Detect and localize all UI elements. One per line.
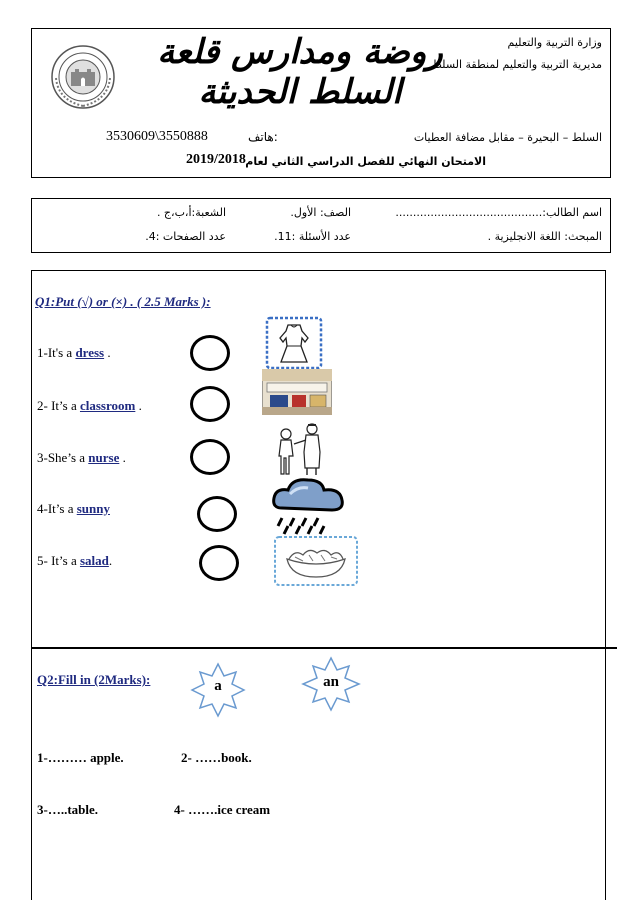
section-divider xyxy=(31,647,617,649)
q1-keyword: nurse xyxy=(88,450,120,465)
q2-item-4: 4- …….ice cream xyxy=(174,802,271,817)
answer-circle-2[interactable] xyxy=(190,386,230,422)
q1-item-prefix: 1-It's a xyxy=(37,345,76,360)
q1-keyword: dress xyxy=(75,345,105,360)
pages-count: عدد الصفحات :4. xyxy=(145,230,226,243)
nurse-icon xyxy=(272,420,327,477)
school-name: روضة ومدارس قلعة السلط الحديثة xyxy=(157,32,443,112)
q2-item-3: 3-…..table. xyxy=(37,802,99,817)
q1-item-suffix: . xyxy=(108,553,113,568)
q2-item-1: 1-……… apple. xyxy=(37,750,124,765)
answer-circle-4[interactable] xyxy=(197,496,237,532)
answer-circle-1[interactable] xyxy=(190,335,230,371)
salad-icon xyxy=(273,535,359,587)
school-logo xyxy=(48,42,118,112)
q1-item-4 xyxy=(37,501,110,517)
answer-circle-5[interactable] xyxy=(199,545,239,581)
address-line: السلط – البحيرة – مقابل مضافة العطيات xyxy=(413,131,602,144)
choice-a-label: a xyxy=(214,678,222,694)
choice-an-label: an xyxy=(323,674,339,690)
q1-item-suffix: . xyxy=(119,450,126,465)
section-field: الشعبة:أ،ب،ج . xyxy=(156,206,226,219)
q1-item-2 xyxy=(37,398,142,414)
directorate-line: مديرية التربية والتعليم لمنطقة السلط xyxy=(431,58,602,71)
ministry-line: وزارة التربية والتعليم xyxy=(507,36,602,49)
q1-item-5 xyxy=(37,553,112,569)
q1-keyword: sunny xyxy=(76,501,110,516)
q1-item-prefix: 3-She’s a xyxy=(37,450,89,465)
q1-item-1 xyxy=(37,345,111,361)
q1-title: Q1:Put (√) or (×) . ( 2.5 Marks ): xyxy=(35,294,211,309)
choice-star-a xyxy=(188,660,248,720)
q1-keyword: salad xyxy=(79,553,109,568)
phone-label: هاتف: xyxy=(248,130,278,144)
q2-item-2: 2- ……book. xyxy=(181,750,252,765)
q1-item-3 xyxy=(37,450,126,466)
q1-item-prefix: 5- It’s a xyxy=(37,553,80,568)
subject-field: المبحث: اللغة الانجليزية . xyxy=(487,230,602,243)
exam-year: 2019/2018 xyxy=(186,152,246,167)
answer-circle-3[interactable] xyxy=(190,439,230,475)
student-name-field: اسم الطالب:.......................................... xyxy=(395,206,602,219)
questions-count: عدد الأسئلة :11. xyxy=(274,230,351,243)
q1-item-prefix: 2- It’s a xyxy=(37,398,80,413)
phone-numbers: 3530609\3550888 xyxy=(106,129,208,144)
exam-title: الامتحان النهائي للفصل الدراسي الثاني لعام xyxy=(245,155,486,168)
q2-title: Q2:Fill in (2Marks): xyxy=(37,672,151,687)
q1-item-prefix: 4-It’s a xyxy=(37,501,77,516)
rain-cloud-icon xyxy=(268,476,348,536)
q1-item-suffix: . xyxy=(104,345,111,360)
dress-icon xyxy=(265,316,323,370)
q1-keyword: classroom xyxy=(79,398,136,413)
classroom-icon xyxy=(262,369,332,415)
choice-star-an xyxy=(299,654,363,714)
grade-field: الصف: الأول. xyxy=(290,206,351,219)
q1-item-suffix: . xyxy=(135,398,142,413)
